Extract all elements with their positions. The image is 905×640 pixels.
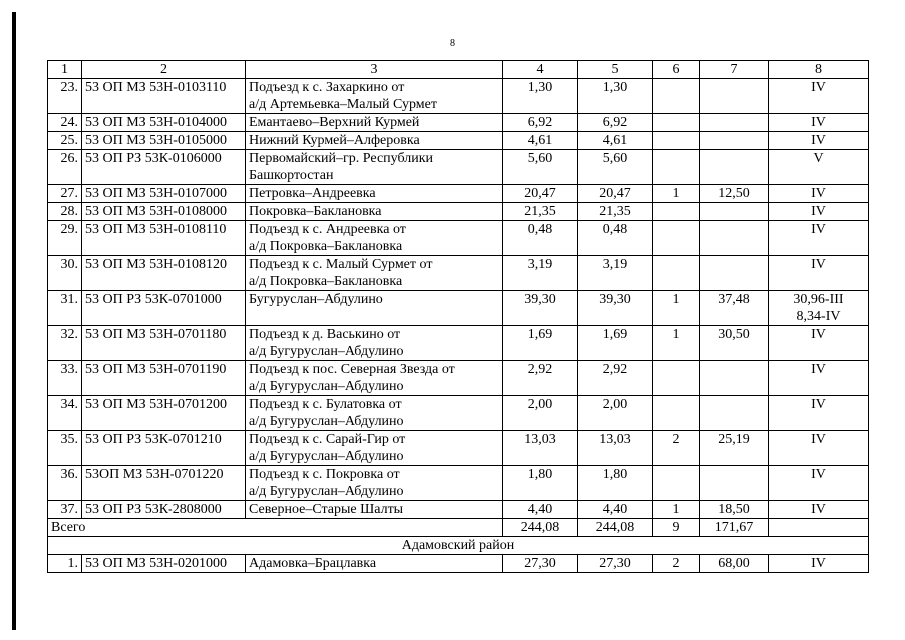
road-name-line: а/д Покровка–Баклановка bbox=[249, 239, 403, 254]
col4-value: 20,47 bbox=[503, 185, 578, 203]
category-line: 30,96-III bbox=[793, 292, 844, 307]
road-name bbox=[246, 555, 503, 573]
col7-value bbox=[700, 396, 769, 431]
road-name-line: Подъезд к с. Покровка от bbox=[249, 467, 400, 482]
table-row bbox=[48, 501, 869, 519]
col4-value: 27,30 bbox=[503, 555, 578, 573]
table-row bbox=[48, 132, 869, 150]
col7-value bbox=[700, 150, 769, 185]
road-name-line: а/д Бугуруслан–Абдулино bbox=[249, 344, 404, 359]
road-name-line: Подъезд к с. Малый Сурмет от bbox=[249, 257, 433, 272]
col8-category bbox=[769, 466, 869, 501]
row-number: 33. bbox=[48, 361, 82, 396]
col5-value: 20,47 bbox=[578, 185, 653, 203]
header-cell-2: 2 bbox=[82, 61, 246, 79]
col5-value: 0,48 bbox=[578, 221, 653, 256]
road-id: 53 ОП РЗ 53К-0701000 bbox=[82, 291, 246, 326]
road-name-line: а/д Бугуруслан–Абдулино bbox=[249, 449, 404, 464]
category-line: IV bbox=[811, 362, 826, 377]
col6-value bbox=[653, 256, 700, 291]
col7-value bbox=[700, 79, 769, 114]
col4-value: 1,80 bbox=[503, 466, 578, 501]
col5-value: 4,40 bbox=[578, 501, 653, 519]
col5-value: 6,92 bbox=[578, 114, 653, 132]
col8-category bbox=[769, 150, 869, 185]
col8-category bbox=[769, 114, 869, 132]
col7-value: 68,00 bbox=[700, 555, 769, 573]
category-line: IV bbox=[811, 432, 826, 447]
road-name bbox=[246, 114, 503, 132]
row-number: 28. bbox=[48, 203, 82, 221]
road-name bbox=[246, 326, 503, 361]
col6-value bbox=[653, 396, 700, 431]
category-line: IV bbox=[811, 204, 826, 219]
table-body bbox=[48, 61, 869, 573]
row-number: 32. bbox=[48, 326, 82, 361]
road-name-line: Первомайский–гр. Республики bbox=[249, 151, 434, 166]
table-row bbox=[48, 256, 869, 291]
col6-value bbox=[653, 150, 700, 185]
col6-value: 1 bbox=[653, 501, 700, 519]
category-line: IV bbox=[811, 257, 826, 272]
col5-value: 21,35 bbox=[578, 203, 653, 221]
col7-value bbox=[700, 203, 769, 221]
col6-value: 1 bbox=[653, 291, 700, 326]
col8-category bbox=[769, 396, 869, 431]
header-cell-8: 8 bbox=[769, 61, 869, 79]
col8-category bbox=[769, 132, 869, 150]
road-name bbox=[246, 466, 503, 501]
table-row bbox=[48, 466, 869, 501]
road-id: 53 ОП МЗ 53Н-0108120 bbox=[82, 256, 246, 291]
col8-category bbox=[769, 79, 869, 114]
col5-value: 2,92 bbox=[578, 361, 653, 396]
road-id: 53 ОП МЗ 53Н-0201000 bbox=[82, 555, 246, 573]
col8-category bbox=[769, 361, 869, 396]
col6-value bbox=[653, 361, 700, 396]
total-col8 bbox=[769, 519, 869, 537]
road-name-line: Северное–Старые Шалты bbox=[249, 502, 404, 517]
col7-value: 25,19 bbox=[700, 431, 769, 466]
col4-value: 1,30 bbox=[503, 79, 578, 114]
col6-value bbox=[653, 203, 700, 221]
col5-value: 13,03 bbox=[578, 431, 653, 466]
header-cell-7: 7 bbox=[700, 61, 769, 79]
col7-value: 30,50 bbox=[700, 326, 769, 361]
table-row bbox=[48, 555, 869, 573]
row-number: 27. bbox=[48, 185, 82, 203]
col7-value: 12,50 bbox=[700, 185, 769, 203]
category-line: IV bbox=[811, 222, 826, 237]
col5-value: 2,00 bbox=[578, 396, 653, 431]
total-row bbox=[48, 519, 869, 537]
road-name bbox=[246, 221, 503, 256]
header-cell-5: 5 bbox=[578, 61, 653, 79]
col4-value: 4,61 bbox=[503, 132, 578, 150]
col5-value: 5,60 bbox=[578, 150, 653, 185]
table-row bbox=[48, 221, 869, 256]
category-line: IV bbox=[811, 556, 826, 571]
road-id: 53 ОП РЗ 53К-0106000 bbox=[82, 150, 246, 185]
road-name bbox=[246, 203, 503, 221]
col4-value: 39,30 bbox=[503, 291, 578, 326]
row-number: 23. bbox=[48, 79, 82, 114]
col7-value: 37,48 bbox=[700, 291, 769, 326]
col6-value bbox=[653, 114, 700, 132]
category-line: IV bbox=[811, 467, 826, 482]
col6-value bbox=[653, 466, 700, 501]
road-name-line: Подъезд к с. Булатовка от bbox=[249, 397, 402, 412]
col4-value: 1,69 bbox=[503, 326, 578, 361]
category-line: IV bbox=[811, 133, 826, 148]
row-number: 30. bbox=[48, 256, 82, 291]
road-name bbox=[246, 501, 503, 519]
table-row bbox=[48, 291, 869, 326]
category-line: V bbox=[813, 151, 824, 166]
header-cell-1: 1 bbox=[48, 61, 82, 79]
col7-value bbox=[700, 361, 769, 396]
col5-value: 1,80 bbox=[578, 466, 653, 501]
col5-value: 3,19 bbox=[578, 256, 653, 291]
col7-value bbox=[700, 466, 769, 501]
table-row bbox=[48, 114, 869, 132]
road-name-line: а/д Покровка–Баклановка bbox=[249, 274, 403, 289]
category-line: IV bbox=[811, 327, 826, 342]
col4-value: 4,40 bbox=[503, 501, 578, 519]
col7-value bbox=[700, 114, 769, 132]
col4-value: 13,03 bbox=[503, 431, 578, 466]
category-line: IV bbox=[811, 115, 826, 130]
road-name-line: а/д Бугуруслан–Абдулино bbox=[249, 379, 404, 394]
col5-value: 1,69 bbox=[578, 326, 653, 361]
road-id: 53 ОП МЗ 53Н-0103110 bbox=[82, 79, 246, 114]
road-name-line: Бугуруслан–Абдулино bbox=[249, 292, 383, 307]
total-col4: 244,08 bbox=[503, 519, 578, 537]
col4-value: 0,48 bbox=[503, 221, 578, 256]
col6-value: 1 bbox=[653, 185, 700, 203]
road-name bbox=[246, 150, 503, 185]
road-name-line: Петровка–Андреевка bbox=[249, 186, 376, 201]
road-name bbox=[246, 256, 503, 291]
col5-value: 27,30 bbox=[578, 555, 653, 573]
row-number: 25. bbox=[48, 132, 82, 150]
road-name bbox=[246, 361, 503, 396]
road-name-line: Подъезд к с. Сарай-Гир от bbox=[249, 432, 406, 447]
col5-value: 39,30 bbox=[578, 291, 653, 326]
category-line: 8,34-IV bbox=[796, 309, 841, 324]
col8-category bbox=[769, 203, 869, 221]
row-number: 37. bbox=[48, 501, 82, 519]
row-number: 1. bbox=[48, 555, 82, 573]
col8-category bbox=[769, 326, 869, 361]
road-id: 53 ОП МЗ 53Н-0107000 bbox=[82, 185, 246, 203]
road-name-line: Подъезд к с. Захаркино от bbox=[249, 80, 405, 95]
page-edge-bar bbox=[12, 12, 16, 630]
roads-table bbox=[47, 60, 869, 573]
col6-value: 1 bbox=[653, 326, 700, 361]
col6-value bbox=[653, 79, 700, 114]
road-name-line: Подъезд к с. Андреевка от bbox=[249, 222, 406, 237]
road-name bbox=[246, 132, 503, 150]
col4-value: 2,92 bbox=[503, 361, 578, 396]
row-number: 29. bbox=[48, 221, 82, 256]
col7-value bbox=[700, 221, 769, 256]
col8-category bbox=[769, 431, 869, 466]
col5-value: 4,61 bbox=[578, 132, 653, 150]
road-name bbox=[246, 291, 503, 326]
col4-value: 5,60 bbox=[503, 150, 578, 185]
category-line: IV bbox=[811, 80, 826, 95]
col7-value: 18,50 bbox=[700, 501, 769, 519]
road-name bbox=[246, 79, 503, 114]
total-col6: 9 bbox=[653, 519, 700, 537]
col4-value: 6,92 bbox=[503, 114, 578, 132]
header-cell-6: 6 bbox=[653, 61, 700, 79]
road-name-line: Башкортостан bbox=[249, 168, 334, 183]
road-name bbox=[246, 431, 503, 466]
road-name-line: Адамовка–Брацлавка bbox=[249, 556, 377, 571]
row-number: 34. bbox=[48, 396, 82, 431]
category-line: IV bbox=[811, 502, 826, 517]
road-name-line: Нижний Курмей–Алферовка bbox=[249, 133, 420, 148]
road-name-line: Подъезд к д. Васькино от bbox=[249, 327, 401, 342]
col6-value: 2 bbox=[653, 431, 700, 466]
total-label: Всего bbox=[48, 519, 503, 537]
col8-category bbox=[769, 185, 869, 203]
road-id: 53ОП МЗ 53Н-0701220 bbox=[82, 466, 246, 501]
col6-value bbox=[653, 221, 700, 256]
road-id: 53 ОП МЗ 53Н-0701200 bbox=[82, 396, 246, 431]
col4-value: 2,00 bbox=[503, 396, 578, 431]
row-number: 24. bbox=[48, 114, 82, 132]
table-row bbox=[48, 150, 869, 185]
road-id: 53 ОП МЗ 53Н-0108110 bbox=[82, 221, 246, 256]
row-number: 36. bbox=[48, 466, 82, 501]
road-id: 53 ОП МЗ 53Н-0105000 bbox=[82, 132, 246, 150]
table-row bbox=[48, 326, 869, 361]
road-id: 53 ОП МЗ 53Н-0701190 bbox=[82, 361, 246, 396]
table-row bbox=[48, 185, 869, 203]
page-number: 8 bbox=[450, 38, 455, 49]
header-row bbox=[48, 61, 869, 79]
table-row bbox=[48, 431, 869, 466]
col4-value: 3,19 bbox=[503, 256, 578, 291]
road-id: 53 ОП МЗ 53Н-0108000 bbox=[82, 203, 246, 221]
col6-value: 2 bbox=[653, 555, 700, 573]
total-col7: 171,67 bbox=[700, 519, 769, 537]
road-id: 53 ОП РЗ 53К-0701210 bbox=[82, 431, 246, 466]
col8-category bbox=[769, 256, 869, 291]
road-name-line: Емантаево–Верхний Курмей bbox=[249, 115, 420, 130]
road-id: 53 ОП МЗ 53Н-0104000 bbox=[82, 114, 246, 132]
col7-value bbox=[700, 256, 769, 291]
road-name-line: а/д Бугуруслан–Абдулино bbox=[249, 414, 404, 429]
table-row bbox=[48, 79, 869, 114]
road-id: 53 ОП МЗ 53Н-0701180 bbox=[82, 326, 246, 361]
col4-value: 21,35 bbox=[503, 203, 578, 221]
road-name bbox=[246, 185, 503, 203]
table-row bbox=[48, 396, 869, 431]
road-name-line: Покровка–Баклановка bbox=[249, 204, 382, 219]
total-col5: 244,08 bbox=[578, 519, 653, 537]
road-id: 53 ОП РЗ 53К-2808000 bbox=[82, 501, 246, 519]
col8-category bbox=[769, 221, 869, 256]
row-number: 31. bbox=[48, 291, 82, 326]
road-name-line: а/д Бугуруслан–Абдулино bbox=[249, 484, 404, 499]
col5-value: 1,30 bbox=[578, 79, 653, 114]
col8-category bbox=[769, 291, 869, 326]
row-number: 35. bbox=[48, 431, 82, 466]
row-number: 26. bbox=[48, 150, 82, 185]
road-name-line: Подъезд к пос. Северная Звезда от bbox=[249, 362, 455, 377]
header-cell-4: 4 bbox=[503, 61, 578, 79]
category-line: IV bbox=[811, 186, 826, 201]
district-row bbox=[48, 537, 869, 555]
col7-value bbox=[700, 132, 769, 150]
road-name-line: а/д Артемьевка–Малый Сурмет bbox=[249, 97, 437, 112]
col8-category bbox=[769, 501, 869, 519]
table-row bbox=[48, 203, 869, 221]
col6-value bbox=[653, 132, 700, 150]
road-name bbox=[246, 396, 503, 431]
table-row bbox=[48, 361, 869, 396]
col8-category bbox=[769, 555, 869, 573]
district-title: Адамовский район bbox=[48, 537, 869, 555]
category-line: IV bbox=[811, 397, 826, 412]
header-cell-3: 3 bbox=[246, 61, 503, 79]
